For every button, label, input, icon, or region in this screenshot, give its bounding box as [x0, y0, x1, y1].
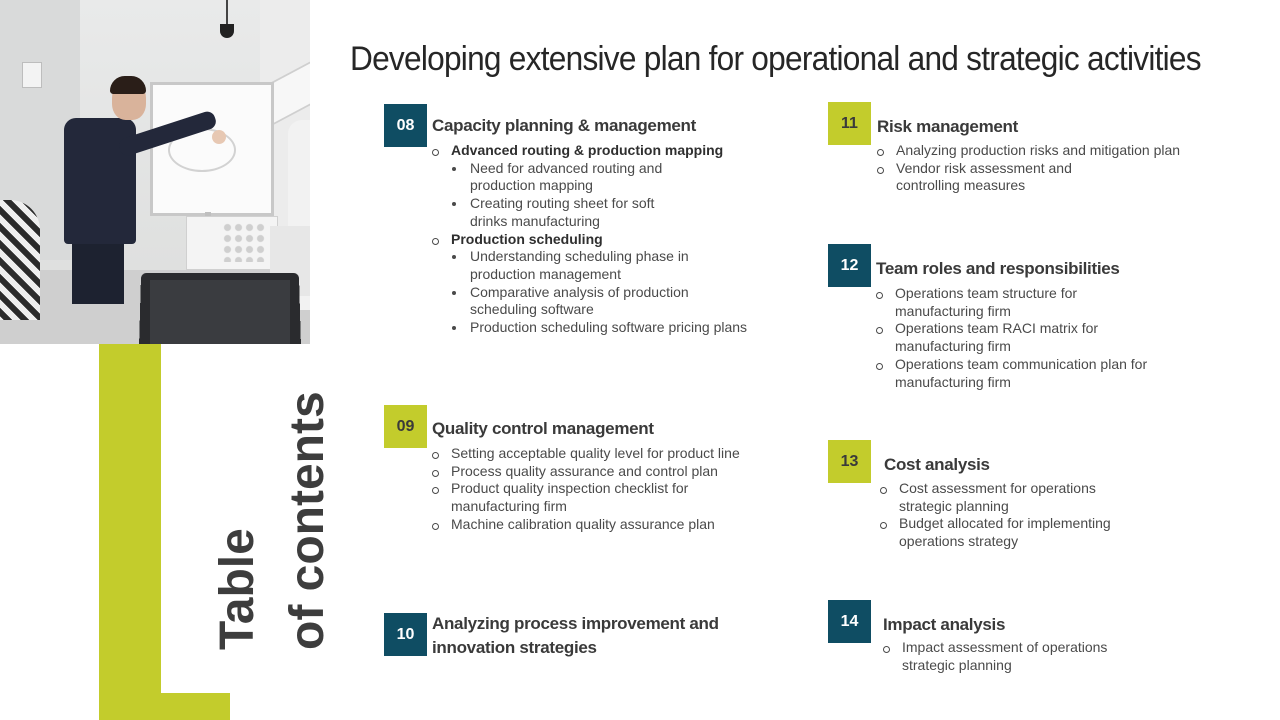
list-item: Comparative analysis of production scheduling software [432, 284, 750, 319]
section-title: Capacity planning & management [432, 116, 696, 135]
list-item: Advanced routing & production mapping [432, 142, 772, 160]
list-item: Need for advanced routing and production mapping [432, 160, 710, 195]
section-title-line1: Analyzing process improvement and [432, 614, 719, 633]
section-title: Cost analysis [884, 455, 990, 474]
section-number-badge: 11 [828, 102, 871, 145]
section-title: Impact analysis [883, 615, 1006, 634]
section-title-line2: innovation strategies [432, 638, 597, 657]
section-items [877, 142, 1217, 195]
list-item: Machine calibration quality assurance plan [432, 516, 772, 534]
section-title: Team roles and responsibilities [876, 259, 1120, 278]
list-item: Production scheduling [432, 231, 772, 249]
list-item: Cost assessment for operations strategic planning [880, 480, 1129, 515]
list-item: Operations team communication plan for manufacturing firm [876, 356, 1165, 391]
section-number-badge: 08 [384, 104, 427, 147]
section-items [432, 142, 772, 337]
list-item: Vendor risk assessment and controlling measures [877, 160, 1126, 195]
section-items [880, 480, 1140, 551]
list-item: Setting acceptable quality level for product line [432, 445, 772, 463]
section-items [876, 285, 1156, 391]
list-item: Analyzing production risks and mitigation plan [877, 142, 1217, 160]
section-title: Risk management [877, 117, 1018, 136]
section-items [883, 639, 1143, 674]
page-title: Developing extensive plan for operational and strategic activities [350, 40, 1201, 78]
list-item: Budget allocated for implementing operations strategy [880, 515, 1149, 550]
list-item: Creating routing sheet for soft drinks manufacturing [432, 195, 690, 230]
table-of-contents-title [203, 391, 343, 650]
section-number-badge: 10 [384, 613, 427, 656]
list-item: Operations team RACI matrix for manufacturing firm [876, 320, 1145, 355]
section-number-badge: 09 [384, 405, 427, 448]
list-item: Production scheduling software pricing plans [432, 319, 772, 337]
section-number-badge: 13 [828, 440, 871, 483]
presenter-photo [0, 0, 310, 344]
toc-title-line1: Table [211, 528, 264, 650]
list-item: Understanding scheduling phase in production management [432, 248, 730, 283]
list-item: Impact assessment of operations strategic planning [883, 639, 1152, 674]
toc-title-line2: of contents [281, 391, 334, 650]
list-item: Operations team structure for manufacturing firm [876, 285, 1125, 320]
section-title: Quality control management [432, 419, 654, 438]
section-number-badge: 12 [828, 244, 871, 287]
accent-bar [99, 344, 161, 720]
accent-bar-foot [99, 693, 230, 720]
section-number-badge: 14 [828, 600, 871, 643]
section-items [432, 445, 772, 534]
list-item: Product quality inspection checklist for manufacturing firm [432, 480, 741, 515]
list-item: Process quality assurance and control plan [432, 463, 772, 481]
